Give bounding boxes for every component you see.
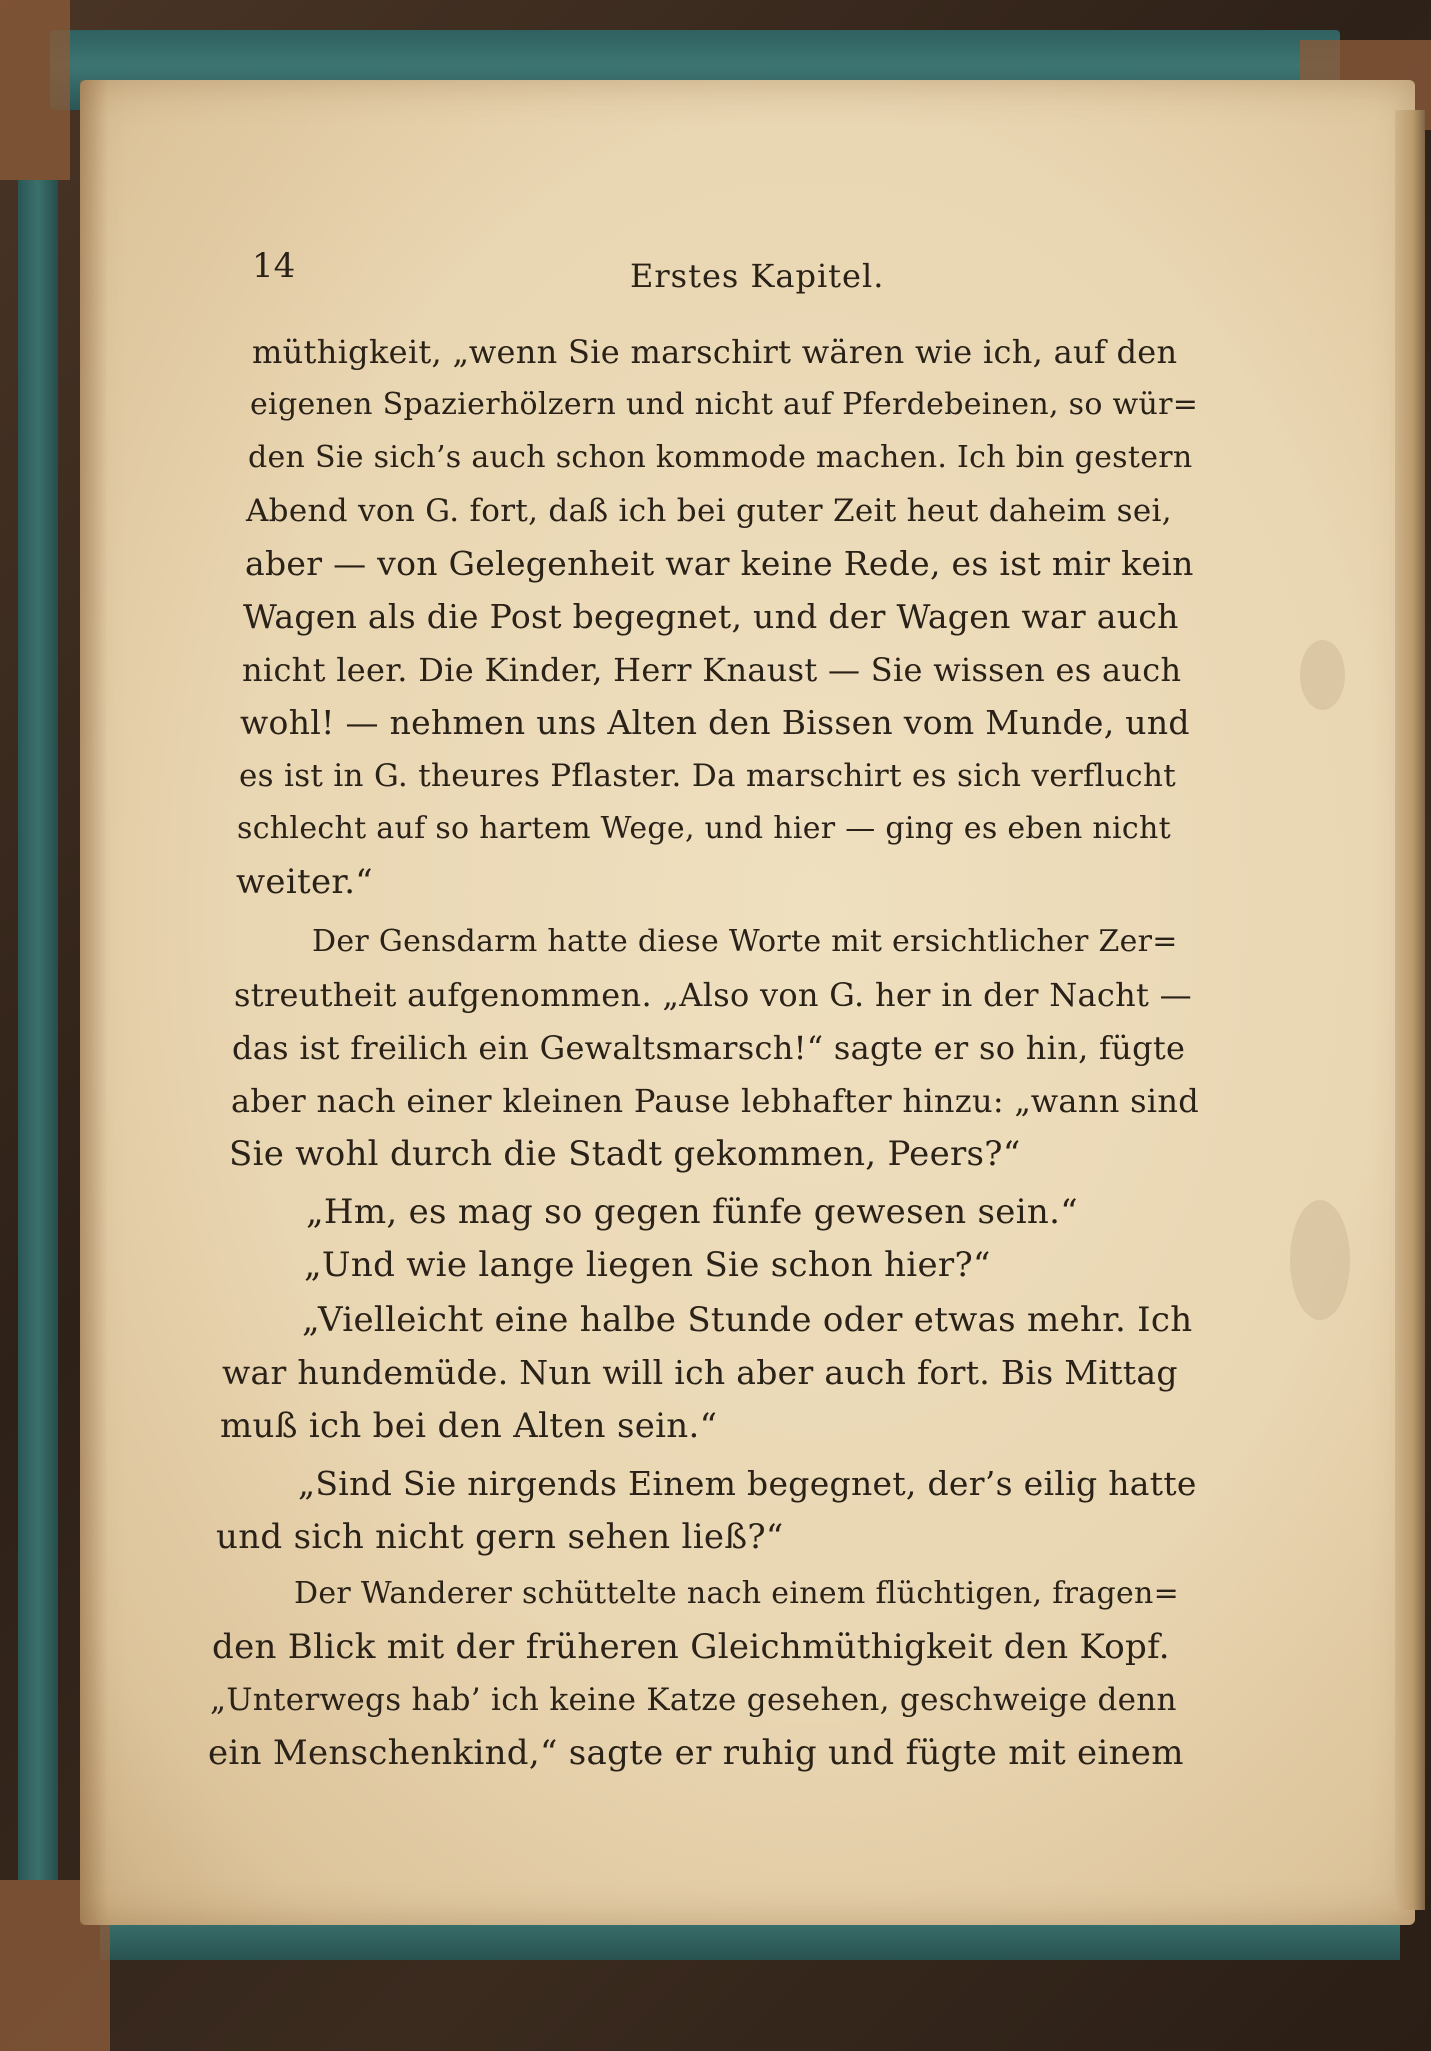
text-line: es ist in G. theures Pflaster. Da marschirt es sich verflucht <box>239 758 1176 794</box>
text-line: „Unterwegs hab’ ich keine Katze gesehen, geschweige denn <box>210 1682 1177 1718</box>
text-line: muß ich bei den Alten sein.“ <box>220 1406 718 1446</box>
text-line: und sich nicht gern sehen ließ?“ <box>216 1517 784 1557</box>
text-line: eigenen Spazierhölzern und nicht auf Pferdebeinen, so wür= <box>250 387 1199 422</box>
running-head: Erstes Kapitel. <box>630 257 885 295</box>
text-line: Abend von G. fort, daß ich bei guter Zeit heut daheim sei, <box>246 493 1172 529</box>
text-line: „Hm, es mag so gegen fünfe gewesen sein.“ <box>306 1192 1078 1232</box>
text-line: streutheit aufgenommen. „Also von G. her in der Nacht — <box>234 976 1192 1014</box>
text-line: weiter.“ <box>236 862 373 902</box>
text-line: aber — von Gelegenheit war keine Rede, es ist mir kein <box>245 544 1194 583</box>
text-line: nicht leer. Die Kinder, Herr Knaust — Sie wissen es auch <box>242 651 1182 689</box>
text-line: Wagen als die Post begegnet, und der Wagen war auch <box>243 597 1179 636</box>
text-line: „Vielleicht eine halbe Stunde oder etwas mehr. Ich <box>302 1300 1193 1340</box>
text-line: müthigkeit, „wenn Sie marschirt wären wie ich, auf den <box>252 333 1178 371</box>
text-line: das ist freilich ein Gewaltsmarsch!“ sagte er so hin, fügte <box>232 1029 1186 1067</box>
text-line: aber nach einer kleinen Pause lebhafter hinzu: „wann sind <box>231 1082 1200 1120</box>
text-line: den Blick mit der früheren Gleichmüthigkeit den Kopf. <box>212 1627 1170 1667</box>
text-line: „Und wie lange liegen Sie schon hier?“ <box>304 1245 991 1285</box>
text-line: wohl! — nehmen uns Alten den Bissen vom Munde, und <box>240 703 1190 742</box>
text-line: Der Wanderer schüttelte nach einem flüchtigen, fragen= <box>294 1576 1180 1611</box>
text-line: Der Gensdarm hatte diese Worte mit ersichtlicher Zer= <box>312 924 1178 959</box>
text-line: „Sind Sie nirgends Einem begegnet, der’s eilig hatte <box>298 1464 1197 1503</box>
page-number: 14 <box>252 246 296 286</box>
text-line: war hundemüde. Nun will ich aber auch fort. Bis Mittag <box>222 1353 1178 1392</box>
text-line: ein Menschenkind,“ sagte er ruhig und fügte mit einem <box>208 1733 1184 1773</box>
text-line: den Sie sich’s auch schon kommode machen. Ich bin gestern <box>248 440 1193 475</box>
text-line: Sie wohl durch die Stadt gekommen, Peers?“ <box>229 1134 1021 1174</box>
text-line: schlecht auf so hartem Wege, und hier — ging es eben nicht <box>237 811 1172 846</box>
